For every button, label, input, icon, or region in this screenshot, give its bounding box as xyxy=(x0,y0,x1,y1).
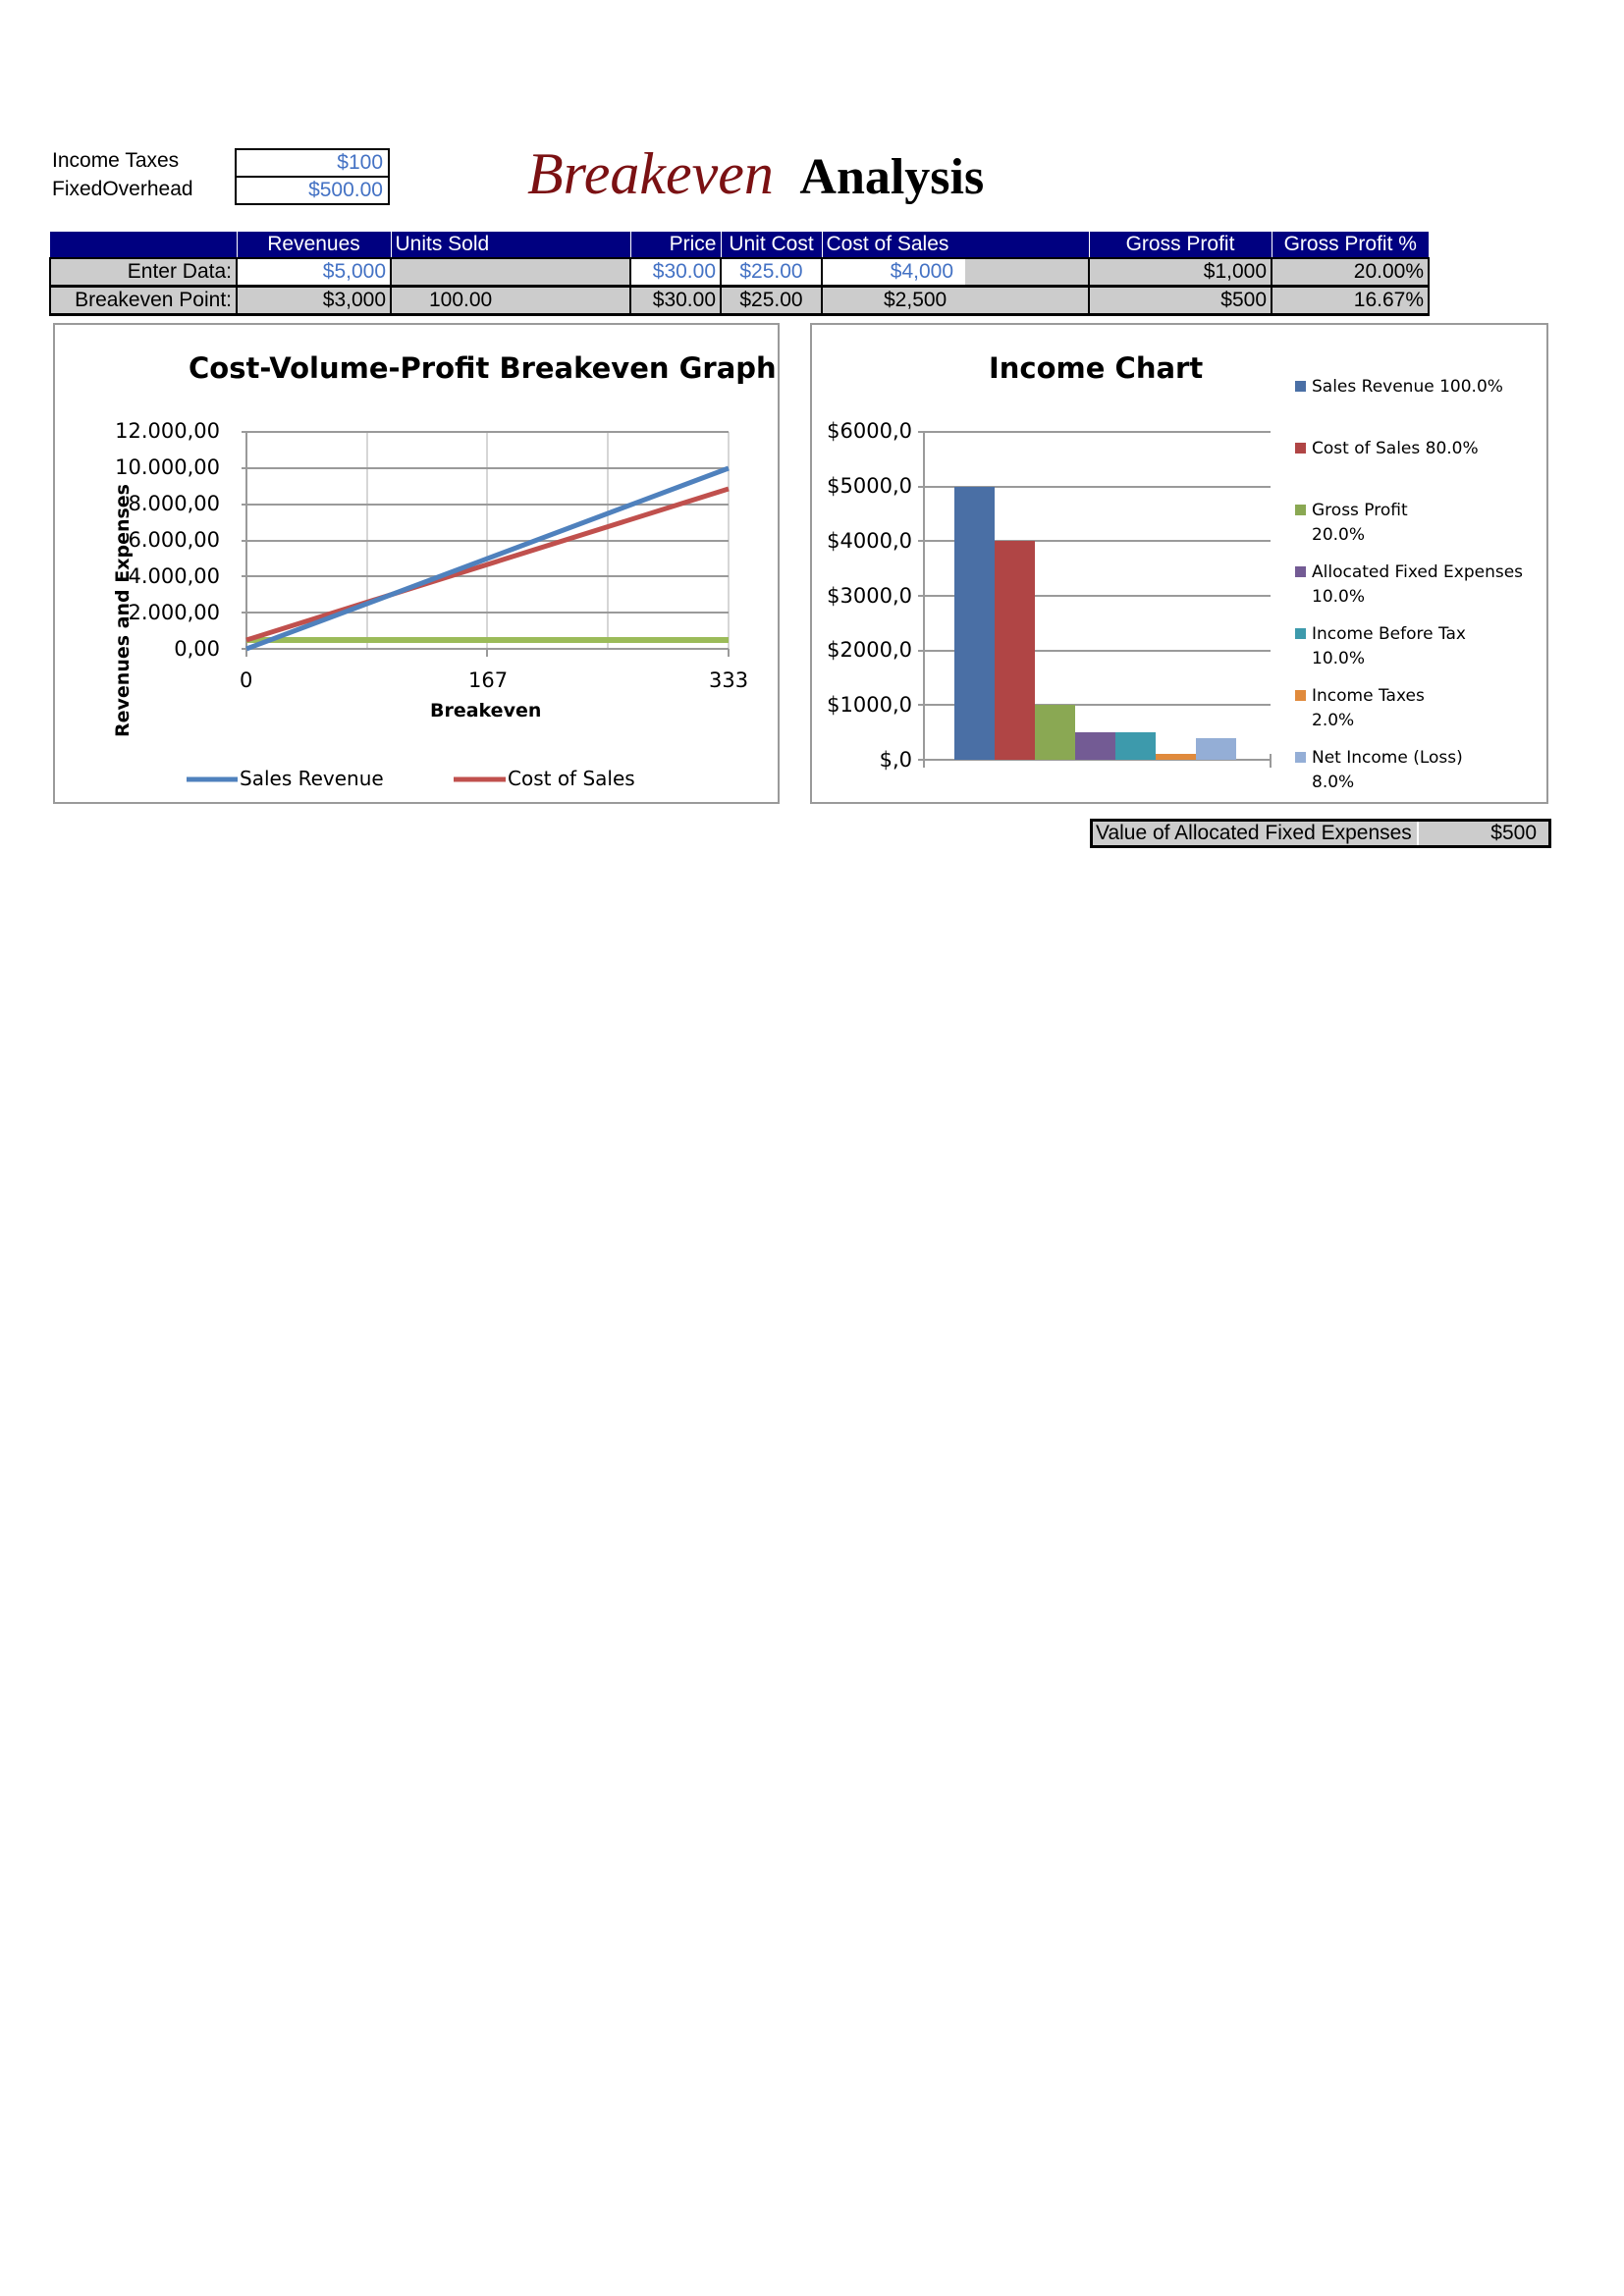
header-cost-of-sales: Cost of Sales xyxy=(822,232,1089,258)
legend-label: Income Taxes xyxy=(1312,686,1425,706)
header-gross-profit-pct: Gross Profit % xyxy=(1272,232,1429,258)
page-title-breakeven: Breakeven xyxy=(527,141,774,206)
income-taxes-input[interactable]: $100 xyxy=(235,148,390,178)
legend-item-sales-revenue xyxy=(1295,375,1503,400)
header-price: Price xyxy=(630,232,721,258)
price-cell: $30.00 xyxy=(630,287,721,315)
legend-item-cost-of-sales xyxy=(1295,437,1479,461)
header-blank xyxy=(50,232,237,258)
x-axis-title: Breakeven xyxy=(430,700,542,721)
legend-swatch xyxy=(1295,628,1306,639)
bar-cost-of-sales xyxy=(995,541,1035,760)
table-header-row xyxy=(50,232,1429,258)
legend-swatch xyxy=(1295,381,1306,392)
legend-item-allocated-fixed xyxy=(1295,561,1523,610)
legend-label: Cost of Sales 80.0% xyxy=(1312,439,1479,458)
page-title xyxy=(527,140,984,208)
cvp-breakeven-chart xyxy=(53,323,780,804)
bar-income-before-tax xyxy=(1115,732,1156,760)
cost-of-sales-cell: $2,500 xyxy=(822,287,1089,315)
cvp-chart-title: Cost-Volume-Profit Breakeven Graph xyxy=(189,351,777,385)
y-tick: $1000,0 xyxy=(827,693,912,717)
bar-income-taxes xyxy=(1156,754,1196,760)
legend-label: Net Income (Loss) xyxy=(1312,748,1463,768)
header-unit-cost: Unit Cost xyxy=(721,232,822,258)
gross-profit-cell: $1,000 xyxy=(1089,258,1272,287)
y-tick: $,0 xyxy=(879,748,912,772)
table-row-breakeven-point xyxy=(50,287,1429,315)
legend-item-net-income xyxy=(1295,746,1463,795)
bar-gross-profit xyxy=(1035,705,1075,760)
legend-swatch xyxy=(1295,690,1306,701)
y-tick: $2000,0 xyxy=(827,638,912,662)
legend-label: Sales Revenue 100.0% xyxy=(1312,377,1503,397)
header-units-sold: Units Sold xyxy=(391,232,630,258)
legend-swatch xyxy=(1295,752,1306,763)
fixed-overhead-label: FixedOverhead xyxy=(52,178,193,200)
cvp-plot-area xyxy=(55,325,778,802)
y-tick: $6000,0 xyxy=(827,419,912,443)
y-tick: $3000,0 xyxy=(827,584,912,608)
income-taxes-label: Income Taxes xyxy=(52,149,180,172)
row-label: Enter Data: xyxy=(50,258,237,287)
y-tick: 10.000,00 xyxy=(115,455,220,479)
revenues-cell: $3,000 xyxy=(237,287,391,315)
bar-sales-revenue xyxy=(954,487,995,760)
legend-item-income-before-tax xyxy=(1295,622,1466,671)
legend-item-gross-profit xyxy=(1295,499,1408,548)
legend-pct: 20.0% xyxy=(1312,525,1366,545)
legend-pct: 8.0% xyxy=(1312,773,1355,792)
y-tick: 0,00 xyxy=(174,637,220,661)
legend-label: Gross Profit xyxy=(1312,501,1408,520)
x-tick: 333 xyxy=(709,668,749,692)
revenues-input[interactable]: $5,000 xyxy=(237,258,391,287)
gross-profit-pct-cell: 20.00% xyxy=(1272,258,1429,287)
units-sold-cell xyxy=(391,258,630,287)
bar-allocated-fixed xyxy=(1075,732,1115,760)
legend-swatch xyxy=(1295,566,1306,577)
y-tick: $5000,0 xyxy=(827,474,912,498)
allocated-fixed-expenses-label: Value of Allocated Fixed Expenses xyxy=(1093,822,1419,845)
y-tick: 6.000,00 xyxy=(128,528,220,552)
cost-of-sales-input[interactable]: $4,000 xyxy=(823,259,965,285)
legend-pct: 10.0% xyxy=(1312,649,1366,668)
legend-label: Allocated Fixed Expenses xyxy=(1312,562,1524,582)
price-input[interactable]: $30.00 xyxy=(630,258,721,287)
legend-sales-revenue: Sales Revenue xyxy=(240,767,384,790)
income-chart xyxy=(810,323,1548,804)
fixed-overhead-input[interactable]: $500.00 xyxy=(235,176,390,205)
legend-label: Income Before Tax xyxy=(1312,624,1466,644)
income-chart-title: Income Chart xyxy=(989,351,1204,385)
allocated-fixed-expenses-value: $500 xyxy=(1490,822,1537,844)
legend-swatch xyxy=(1295,443,1306,454)
y-tick: 2.000,00 xyxy=(128,601,220,624)
gross-profit-cell: $500 xyxy=(1089,287,1272,315)
legend-cost-of-sales: Cost of Sales xyxy=(508,767,635,790)
row-label: Breakeven Point: xyxy=(50,287,237,315)
legend-pct: 10.0% xyxy=(1312,587,1366,607)
unit-cost-input[interactable]: $25.00 xyxy=(721,258,822,287)
legend-item-income-taxes xyxy=(1295,684,1425,733)
x-tick: 167 xyxy=(468,668,509,692)
y-tick: 4.000,00 xyxy=(128,564,220,588)
header-revenues: Revenues xyxy=(237,232,391,258)
unit-cost-cell: $25.00 xyxy=(721,287,822,315)
breakeven-table xyxy=(49,232,1430,316)
x-tick: 0 xyxy=(240,668,253,692)
y-tick: 12.000,00 xyxy=(115,419,220,443)
bar-net-income xyxy=(1196,738,1236,760)
allocated-fixed-expenses-box xyxy=(1090,819,1551,848)
legend-swatch xyxy=(1295,505,1306,515)
table-row-enter-data xyxy=(50,258,1429,287)
units-sold-cell: 100.00 xyxy=(391,287,630,315)
y-tick: 8.000,00 xyxy=(128,492,220,515)
page-title-analysis: Analysis xyxy=(799,149,985,205)
y-axis-title: Revenues and Expenses xyxy=(112,484,134,737)
gross-profit-pct-cell: 16.67% xyxy=(1272,287,1429,315)
legend-pct: 2.0% xyxy=(1312,711,1355,730)
y-tick: $4000,0 xyxy=(827,529,912,553)
header-gross-profit: Gross Profit xyxy=(1089,232,1272,258)
cost-of-sales-cell[interactable] xyxy=(822,258,1089,287)
